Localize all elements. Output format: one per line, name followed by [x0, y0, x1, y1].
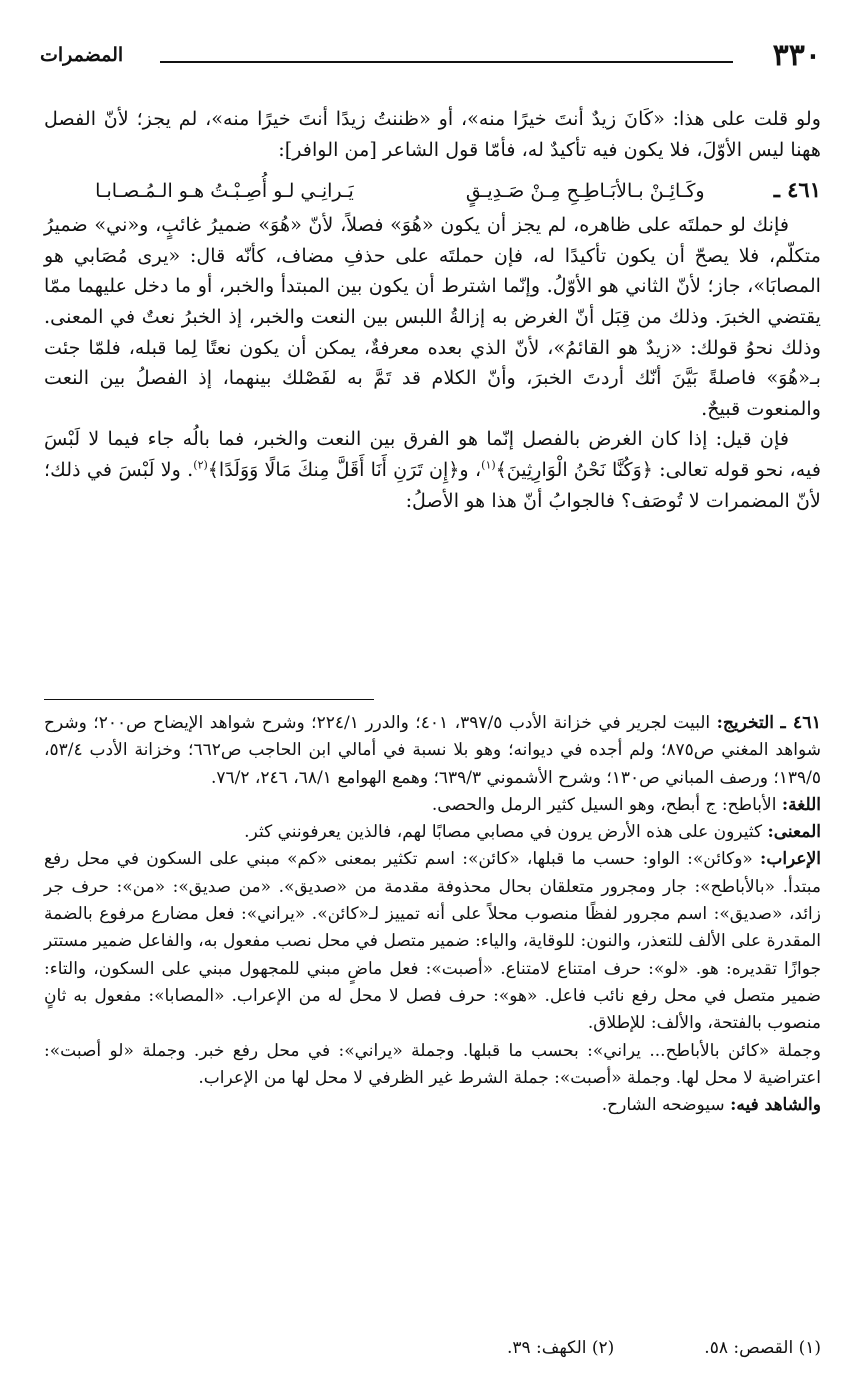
note-text: الأباطح: ج أبطح، وهو السيل كثير الرمل والحصى.: [431, 794, 777, 815]
note-label: الإعراب:: [760, 849, 821, 870]
footnote-marker[interactable]: (٢): [193, 458, 208, 472]
note-shahid: [44, 1092, 821, 1119]
note-label: والشاهد فيه:: [730, 1095, 821, 1116]
page-number: ٣٣٠: [772, 38, 821, 73]
footnotes: [44, 710, 821, 1119]
note-takhrij: [44, 710, 821, 792]
paragraph: فإنك لو حملتَه على ظاهره، لم يجز أن يكون «هُوَ» فصلاً، لأنّ «هُوَ» ضميرُ غائبٍ، و«ني» ضميرُ متكلّم، فلا يصحّ أن يكون تأكيدًا له، فإن حملتَه على حذفِ مضاف، كأنّه قال: «يرى مُصَابي هو المصابَا»، جاز؛ لأنّ الثاني هو الأوّلُ. وإنّما اشترط أن يكون بين المبتدأ والخبر، أو ما دخل عليهما ممّا يقتضي الخبرَ. وذلك من قِبَل أنّ الغرض به إزالةُ اللبس بين النعت والخبر، إذ الخبرُ نعتٌ في المعنى. وذلك نحوُ قولك: «زيدٌ هو القائمُ»، لأنّ الذي بعده معرفةٌ، يمكن أن يكون نعتًا لِما قبله، فلمّا جئت بـ«هُوَ» فاصلةً بَيَّنَ أنّك أردتَ الخبرَ، وأنّ الكلام قد تَمَّ به لفَصْلك بينهما، إذ الفصلُ بين النعت والمنعوت قبيحٌ.: [44, 213, 821, 420]
paragraph-text: فإن قيل: إذا كان الغرض بالفصل إنّما هو الفرق بين النعت والخبر، فما بالُه جاء فيما لا لَبْسَ فيه، نحو قوله تعالى:: [44, 427, 821, 481]
header-rule: [160, 61, 733, 63]
note-irab: [44, 846, 821, 1037]
note-text: سيوضحه الشارح.: [601, 1095, 725, 1116]
note-text: كثيرون على هذه الأرض يرون في مصابي مصابًا لهم، فالذين يعرفونني كثر.: [244, 822, 763, 843]
footnote-separator: [44, 699, 374, 700]
quran-verse: ﴿إِن تَرَنِ أَنَا أَقَلَّ مِنكَ مَالًا وَوَلَدًا﴾: [207, 458, 460, 481]
note-text: البيت لجرير في خزانة الأدب ٣٩٧/٥، ٤٠١؛ والدرر ٢٢٤/١؛ وشرح شواهد الإيضاح ص٢٠٠؛ وشرح شواهد المغني ص٨٧٥؛ ولم أجده في ديوانه؛ وهو بلا نسبة في أمالي ابن الحاجب ص٦٦٢؛ وخزانة الأدب ٥٣/٤، ١٣٩/٥؛ ورصف المباني ص١٣٠؛ وشرح الأشموني ٦٣٩/٣؛ وهمع الهوامع ٦٨/١، ٢٤٦، ٧٦/٢.: [44, 713, 822, 788]
note-lugha: [44, 792, 821, 819]
verse-number: ٤٦١ ـ: [773, 177, 821, 203]
note-text: «وكائن»: الواو: حسب ما قبلها، «كائن»: اسم تكثير بمعنى «كم» مبني على السكون في محل رفع مبتدأ. «بالأباطح»: جار ومجرور متعلقان بحال محذوفة مقدمة من «صديق». «من صديق»: «من»: حرف جر زائد، «صديق»: اسم مجرور لفظًا منصوب محلاً على أنه تمييز لـ«كائن». «يراني»: فعل مضارع مرفوع بالضمة المقدرة على الألف للتعذر، والنون: للوقاية، والياء: ضمير متصل في محل نصب مفعول به، والفاعل ضمير مستتر جوازًا تقديره: هو. «لو»: حرف امتناع لامتناع. «أصبت»: فعل ماضٍ مبني للمجهول مبني على السكون، والتاء: ضمير متصل في محل رفع نائب فاعل. «هو»: حرف فصل لا محل له من الإعراب. «المصابا»: مفعول به ثانٍ منصوب بالفتحة، والألف: للإطلاق.: [44, 849, 821, 1034]
reference-2: (٢) الكهف: ٣٩.: [506, 1338, 615, 1358]
note-label: اللغة:: [781, 794, 821, 815]
note-jumal: وجملة «كائن بالأباطح... يراني»: بحسب ما قبلها. وجملة «يراني»: في محل رفع خبر. وجملة «لو أصبت»: اعتراضية لا محل لها. وجملة «أصبت»: جملة الشرط غير الظرفي لا محل لها من الإعراب.: [44, 1040, 821, 1088]
poetry-verse: [44, 173, 821, 208]
note-number: ٤٦١ ـ: [780, 713, 822, 733]
paragraph: [44, 424, 821, 516]
note-maana: [44, 819, 821, 846]
page-header: [40, 36, 821, 76]
quran-verse: ﴿وَكُنَّا نَحْنُ الْوَارِثِينَ﴾: [495, 458, 653, 481]
verse-first-hemistich: وكَـائِـنْ بـالأبَـاطِـحِ مِـنْ صَـدِيـقٍ: [465, 180, 705, 203]
paragraph-text: . ولا لَبْسَ في ذلك؛ لأنّ المضمرات لا تُوصَف؟ فالجوابُ أنّ هذا هو الأصلُ:: [44, 457, 821, 512]
paragraph-text: ، و: [459, 457, 482, 481]
note-label: التخريج:: [716, 713, 774, 733]
footnote-marker[interactable]: (١): [481, 458, 496, 472]
reference-1: (١) القصص: ٥٨.: [704, 1338, 821, 1358]
paragraph: ولو قلت على هذا: «كَانَ زيدٌ أنتَ خيرًا منه»، أو «ظننتُ زيدًا أنتَ خيرًا منه»، لم يجز؛ لأنّ الفصل ههنا ليس الأوّلَ، فلا يكون فيه تأكيدٌ له، فأمّا قول الشاعر [من الوافر]:: [44, 107, 821, 161]
note-label: المعنى:: [767, 822, 821, 843]
quran-references: [44, 1334, 821, 1362]
main-text: [44, 104, 821, 516]
running-title: المضمرات: [40, 44, 124, 66]
verse-second-hemistich: يَـرانِـي لـو أُصِـبْـتُ هـو الـمُـصـابـا: [95, 180, 354, 203]
